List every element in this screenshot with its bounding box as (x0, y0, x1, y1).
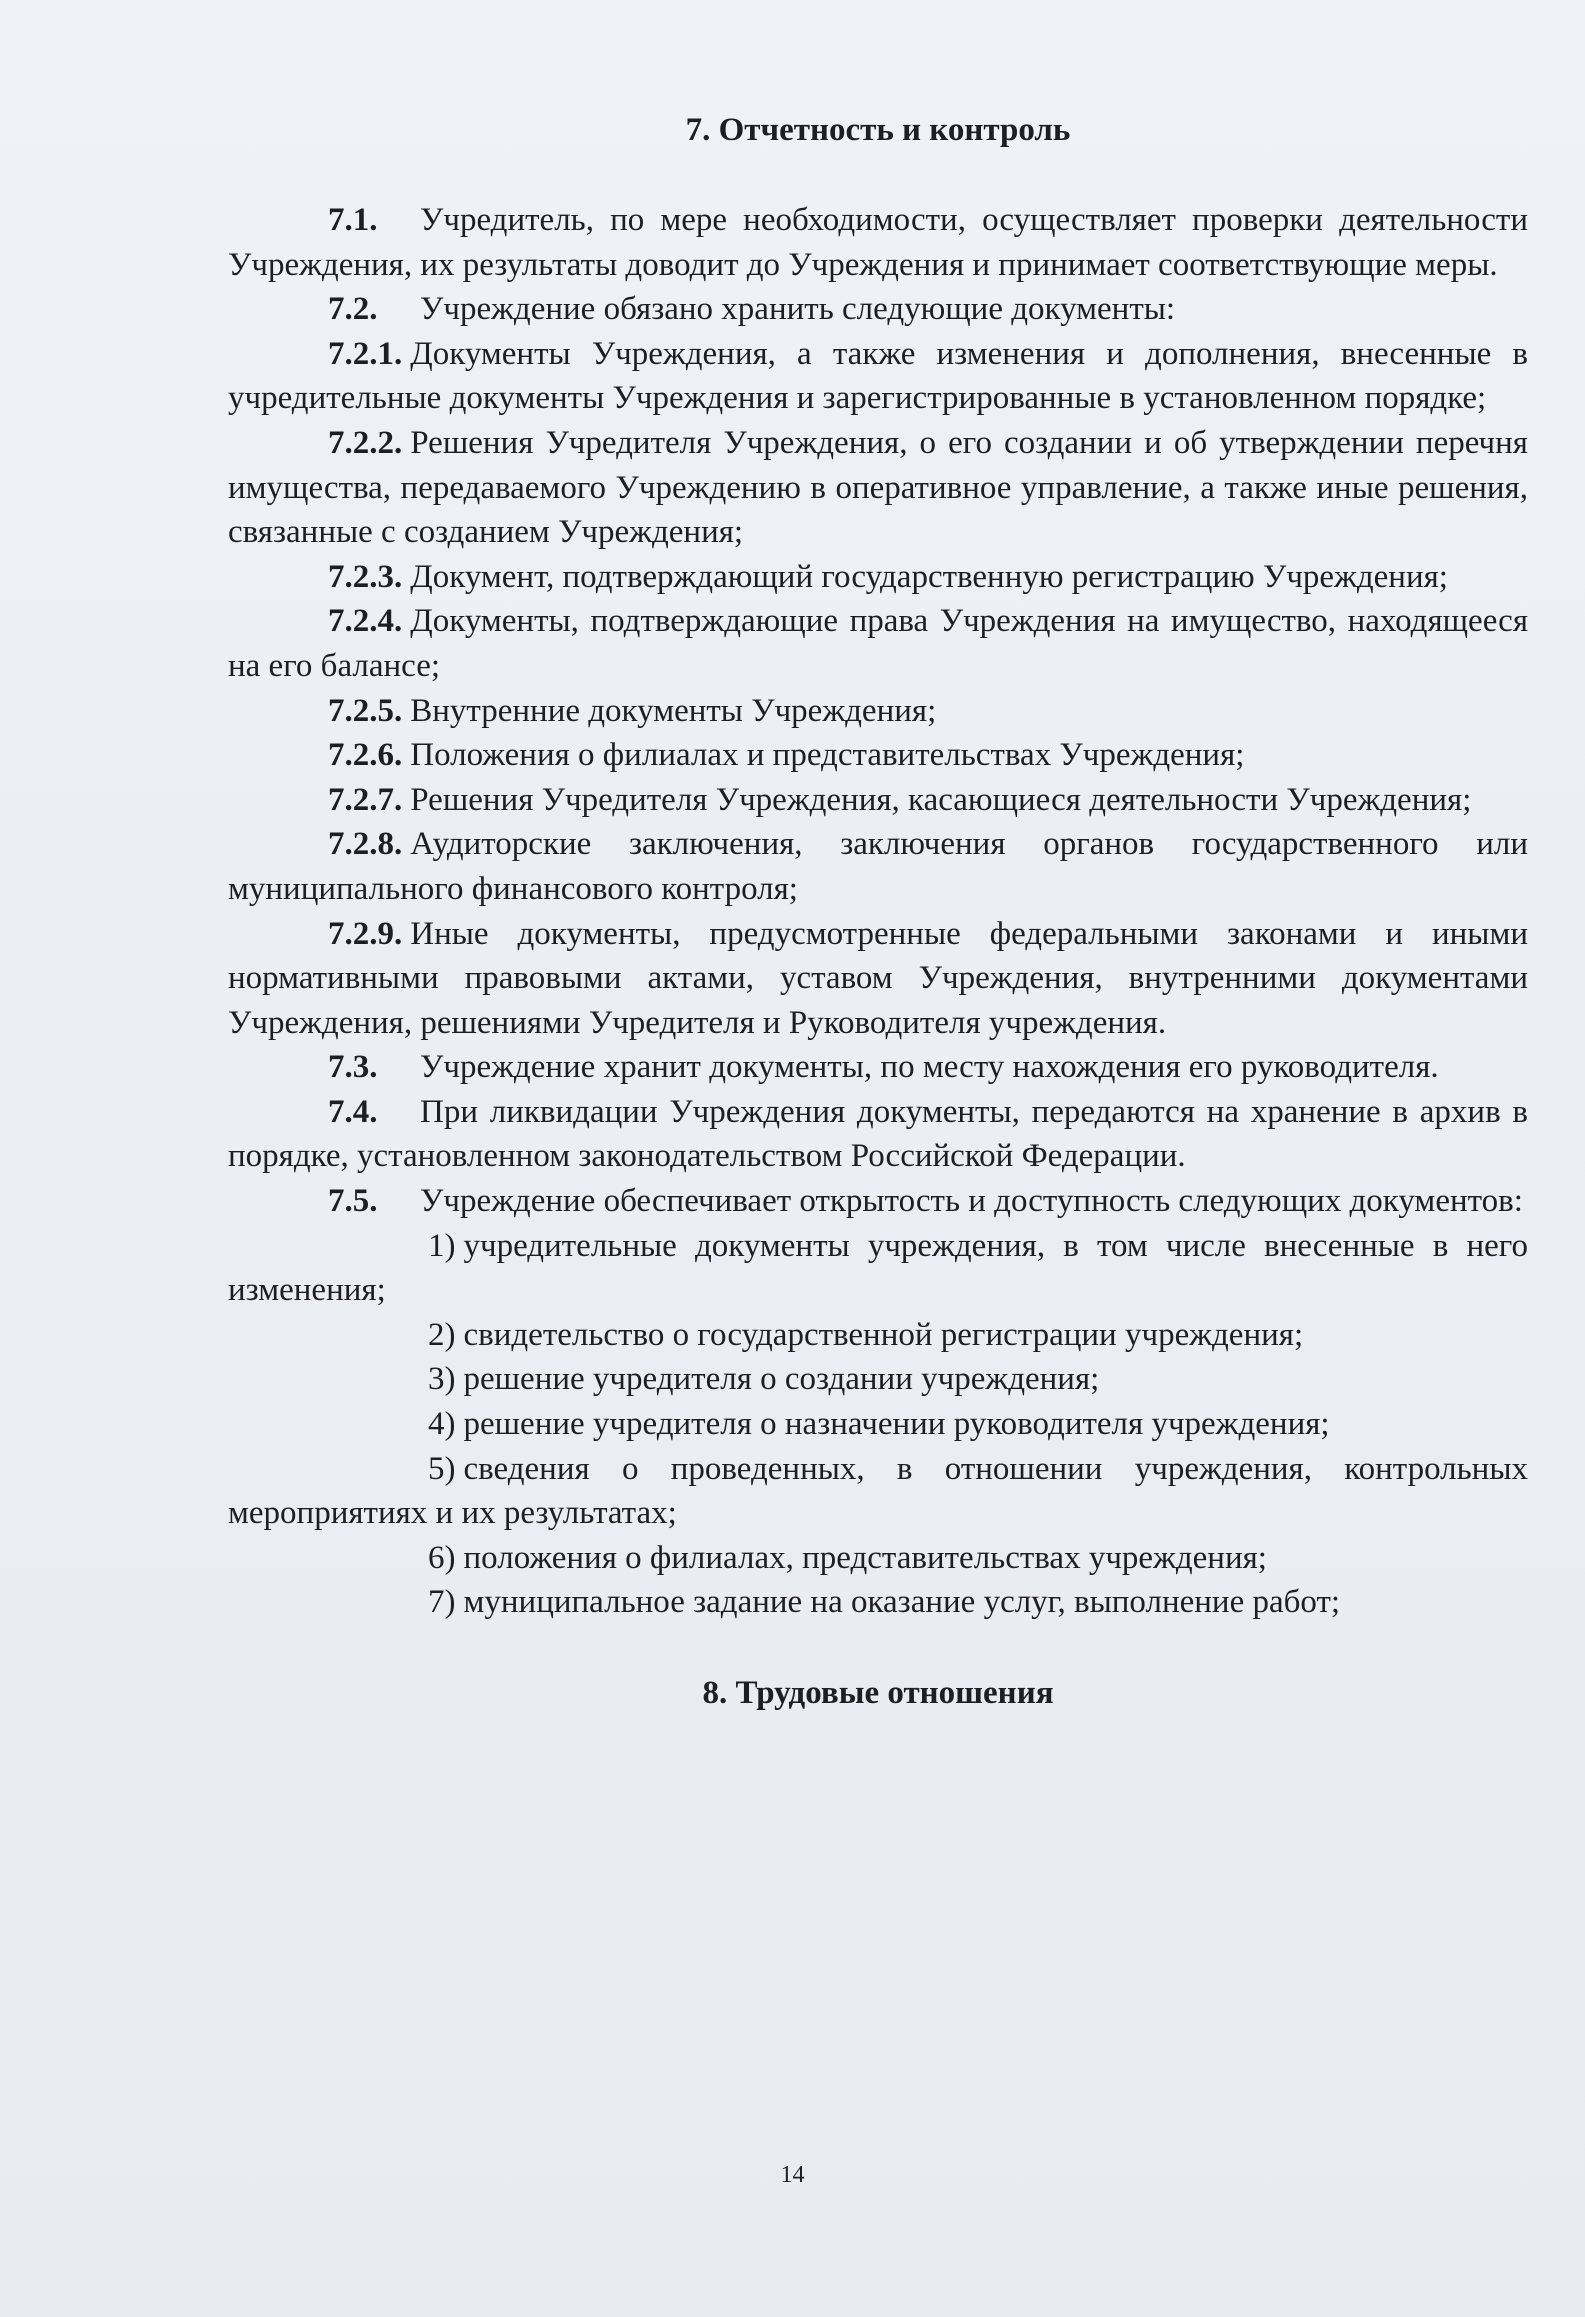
document-content (228, 108, 1528, 1715)
clause-7-5 (228, 1179, 1528, 1224)
section-7-paragraphs (228, 198, 1528, 1224)
clause-7-2-2 (228, 421, 1528, 555)
clause-text: Внутренние документы Учреждения; (410, 692, 937, 729)
clause-text: Документы Учреждения, а также изменения и дополнения, внесенные в учредительные документы Учреждения и зарегистрированные в установленном порядке; (228, 335, 1528, 417)
clause-number: 7.5. (328, 1183, 378, 1220)
clause-7-2-3 (228, 555, 1528, 600)
clause-7-2-8 (228, 822, 1528, 911)
list-item-number: 7) (428, 1584, 456, 1621)
clause-text: Учреждение обязано хранить следующие документы: (420, 291, 1176, 328)
list-item (228, 1447, 1528, 1536)
clause-number: 7.2.3. (328, 558, 403, 595)
clause-7-4 (228, 1090, 1528, 1179)
clause-text: При ликвидации Учреждения документы, передаются на хранение в архив в порядке, установленном законодательством Российской Федерации. (228, 1093, 1528, 1175)
clause-text: Документы, подтверждающие права Учреждения на имущество, находящееся на его балансе; (228, 603, 1528, 684)
clause-text: Иные документы, предусмотренные федеральными законами и иными нормативными правовыми актами, уставом Учреждения, внутренними документами Учреждения, решениями Учредителя и Руководителя учреждения. (228, 915, 1528, 1041)
list-item-text: положения о филиалах, представительствах учреждения; (463, 1539, 1267, 1576)
clause-7-3 (228, 1045, 1528, 1090)
clause-text: Учреждение хранит документы, по месту нахождения его руководителя. (420, 1049, 1439, 1086)
list-item (228, 1224, 1528, 1313)
clause-7-2-4 (228, 599, 1528, 688)
clause-number: 7.4. (328, 1093, 378, 1130)
clause-7-2-5 (228, 689, 1528, 734)
clause-number: 7.2.7. (328, 781, 403, 818)
disclosure-list (228, 1224, 1528, 1625)
clause-number: 7.2.4. (328, 603, 403, 640)
clause-text: Положения о филиалах и представительствах Учреждения; (410, 737, 1245, 774)
list-item-text: сведения о проведенных, в отношении учреждения, контрольных мероприятиях и их результатах; (228, 1450, 1528, 1532)
clause-text: Учреждение обеспечивает открытость и доступность следующих документов: (420, 1183, 1523, 1220)
clause-number: 7.2.9. (328, 915, 403, 952)
section-8-title: 8. Трудовые отношения (702, 1675, 1054, 1711)
list-item-text: муниципальное задание на оказание услуг, выполнение работ; (463, 1584, 1341, 1621)
clause-7-2-7 (228, 778, 1528, 823)
page-number: 14 (780, 2162, 805, 2188)
list-item-number: 6) (428, 1539, 456, 1576)
clause-number: 7.2.6. (328, 737, 403, 774)
clause-7-2-6 (228, 733, 1528, 778)
clause-7-2-1 (228, 332, 1528, 421)
clause-7-2-9 (228, 912, 1528, 1046)
clause-7-2 (228, 287, 1528, 332)
list-item (228, 1536, 1528, 1581)
list-item-number: 4) (428, 1406, 456, 1443)
list-item-number: 1) (428, 1227, 456, 1264)
clause-number: 7.2.8. (328, 826, 403, 863)
clause-text: Решения Учредителя Учреждения, касающиеся деятельности Учреждения; (410, 781, 1472, 818)
list-item-number: 2) (428, 1316, 456, 1353)
list-item (228, 1580, 1528, 1625)
list-item-number: 5) (428, 1450, 456, 1487)
section-7-title: 7. Отчетность и контроль (685, 112, 1071, 148)
list-item (228, 1357, 1528, 1402)
list-item-text: учредительные документы учреждения, в том числе внесенные в него изменения; (228, 1227, 1528, 1309)
list-item-text: решение учредителя о назначении руководителя учреждения; (463, 1406, 1330, 1443)
list-item (228, 1402, 1528, 1447)
list-item-text: свидетельство о государственной регистрации учреждения; (463, 1316, 1304, 1353)
clause-text: Решения Учредителя Учреждения, о его создании и об утверждении перечня имущества, передаваемого Учреждению в оперативное управление, а также иные решения, связанные с созданием Учреждения; (228, 424, 1528, 551)
list-item (228, 1313, 1528, 1358)
clause-text: Аудиторские заключения, заключения органов государственного или муниципального финансового контроля; (228, 826, 1528, 907)
clause-text: Учредитель, по мере необходимости, осуществляет проверки деятельности Учреждения, их результаты доводит до Учреждения и принимает соответствующие меры. (228, 202, 1528, 283)
clause-text: Документ, подтверждающий государственную регистрацию Учреждения; (410, 558, 1448, 595)
list-item-number: 3) (428, 1361, 456, 1398)
clause-number: 7.2.1. (328, 335, 403, 372)
clause-number: 7.1. (328, 202, 378, 238)
list-item-text: решение учредителя о создании учреждения; (463, 1361, 1100, 1398)
clause-number: 7.3. (328, 1049, 378, 1086)
clause-number: 7.2.5. (328, 692, 403, 729)
clause-number: 7.2.2. (328, 424, 403, 461)
clause-7-1 (228, 198, 1528, 287)
clause-number: 7.2. (328, 291, 378, 328)
